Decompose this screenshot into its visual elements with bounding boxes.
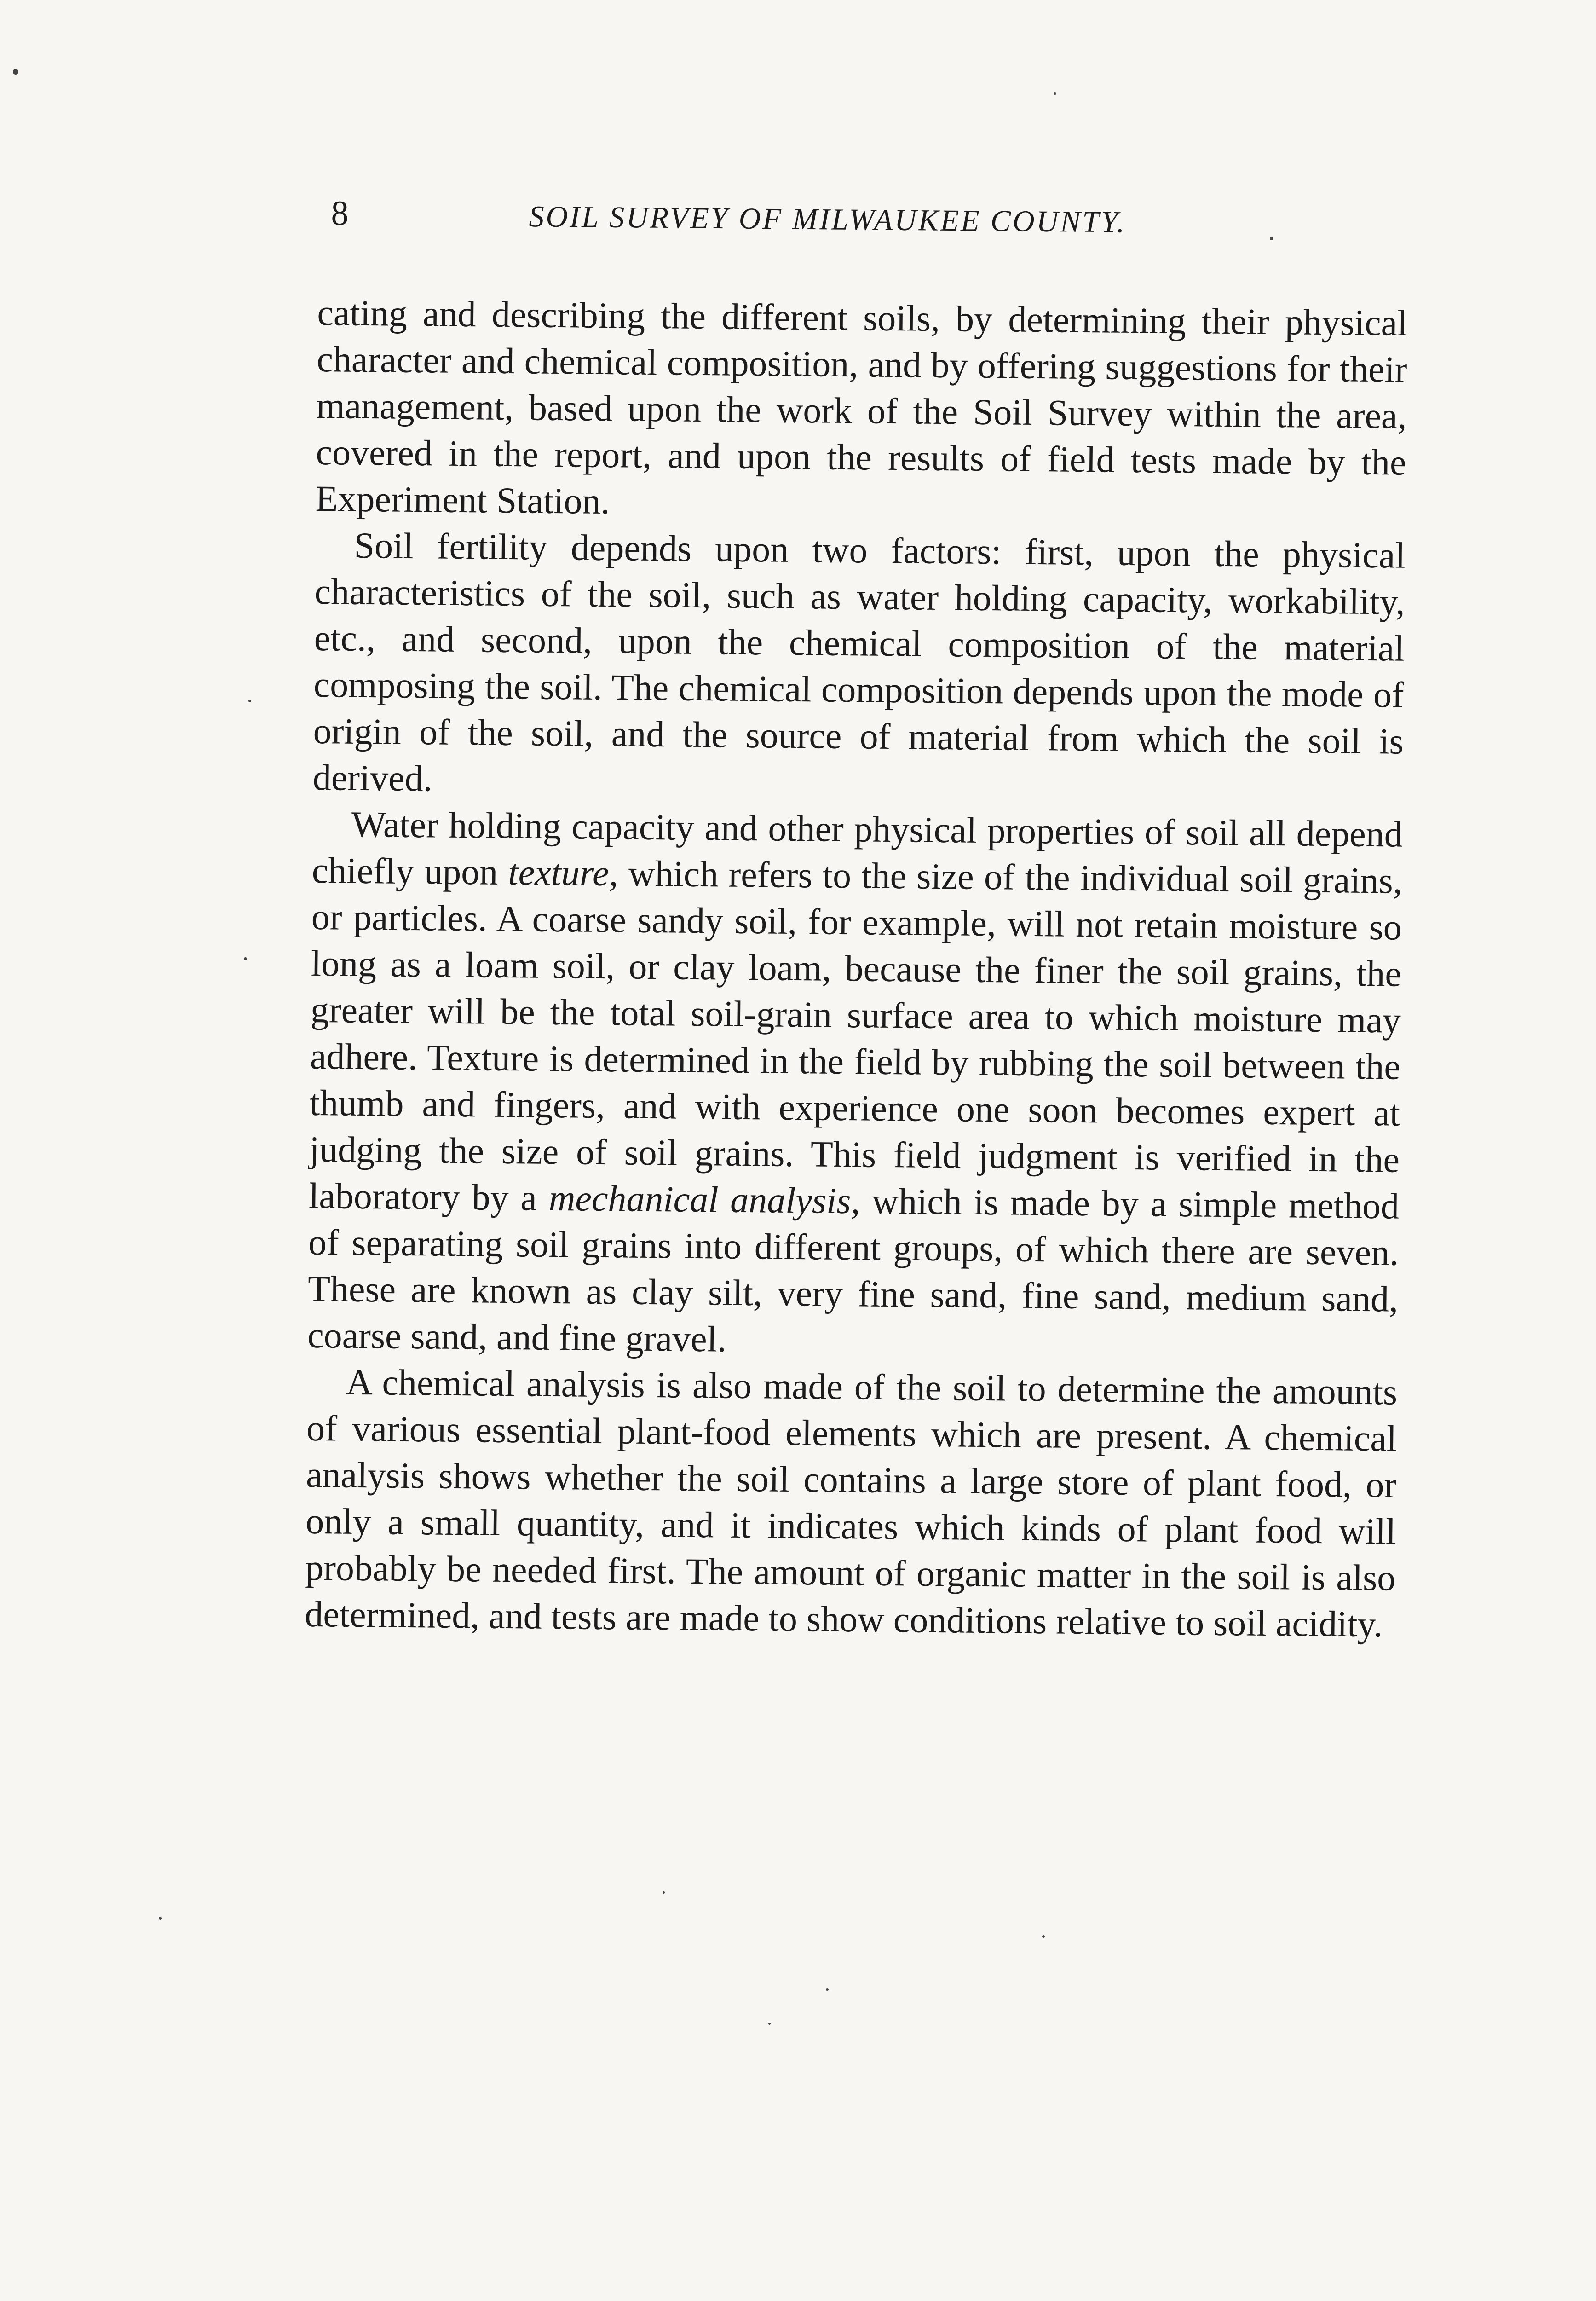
scan-speck [1042, 1935, 1045, 1938]
running-title: SOIL SURVEY OF MILWAUKEE COUNTY. [529, 200, 1127, 239]
scan-speck [826, 1988, 829, 1991]
scan-speck [1270, 237, 1273, 240]
scan-speck [159, 1917, 162, 1920]
paragraph-texture [307, 801, 1403, 1370]
paragraph-soil-fertility: Soil fertility depends upon two factors: first, upon the physical characteristics of the soil, such as water holding capacity, workability, etc., and second, upon the chemical composition of the material composing the soil. The chemical composition depends upon the mode of origin of the soil, and the source of material from which the soil is derived. [312, 525, 1406, 799]
texture-text-b: which refers to the size of the individual soil grains, or particles. A coarse sandy soil, for example, will not retain moisture so long as a loam soil, or clay loam, because the finer the soil grains, the greater will be the total soil-grain surface area to which moisture may adhere. Texture is determined in the field by rubbing the soil between the thumb and fingers, and with experience one soon becomes expert at judging the size of soil grains. This field judgment is verified in the laboratory by a [308, 853, 1403, 1219]
scan-speck [13, 69, 18, 75]
scan-speck [244, 957, 247, 960]
texture-text-c: which is made by a simple method of separating soil grains into different groups, of which there are seven. These are known as clay silt, very fine sand, fine sand, medium sand, coarse sand, and fine gravel. [307, 1181, 1400, 1360]
scan-speck [768, 2023, 771, 2025]
scan-speck [248, 700, 251, 702]
page-header [331, 193, 1279, 267]
page-number: 8 [331, 193, 349, 233]
texture-text-a: Water holding capacity and other physical properties of soil all depend chiefly upon [311, 804, 1403, 893]
scan-speck [663, 1891, 665, 1894]
texture-emphasis: texture, [508, 852, 619, 894]
mechanical-analysis-emphasis: mechanical analysis, [548, 1178, 860, 1222]
paragraph-chemical-analysis: A chemical analysis is also made of the soil to determine the amounts of various essential plant-food elements which are present. A chemical analysis shows whether the soil contains a large store of plant food, or only a small quantity, and it indicates which kinds of plant food will probably be needed first. The amount of organic matter in the soil is also determined, and tests are made to show conditions relative to soil acidity. [304, 1362, 1398, 1645]
paragraph-continuation: cating and describing the different soils, by determining their physical character and chemical composition, and by offering suggestions for their management, based upon the work of the Soil Survey within the area, covered in the report, and upon the results of field tests made by the Experiment Station. [315, 292, 1408, 522]
scan-speck [1054, 92, 1056, 95]
body-text [305, 290, 1408, 1648]
